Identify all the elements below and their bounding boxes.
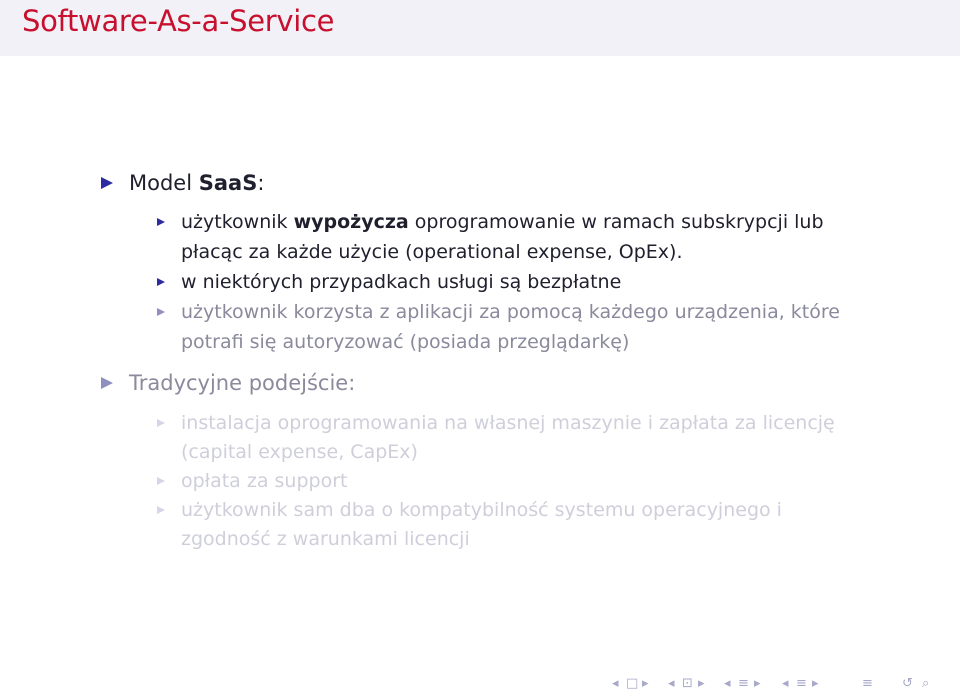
prev-frame-icon[interactable]: ◂ bbox=[612, 676, 619, 691]
list-item-saas-1-cont: płacąc za każde użycie (operational expense, OpEx). bbox=[181, 241, 683, 263]
align-icon[interactable]: ≡ bbox=[862, 676, 873, 691]
sub-bullet-arrow-icon bbox=[157, 419, 165, 427]
sub-bullet-arrow-icon bbox=[157, 477, 165, 485]
sub-bullet-arrow-icon bbox=[157, 506, 165, 514]
next-subsection-nav-icon[interactable]: ▸ bbox=[812, 676, 819, 691]
section-label-saas: Model SaaS: bbox=[129, 171, 265, 195]
list-item-saas-3-cont: potrafi się autoryzować (posiada przeglądarkę) bbox=[181, 331, 630, 353]
list-item-saas-2: w niektórych przypadkach usługi są bezpłatne bbox=[181, 271, 622, 293]
frame-icon[interactable]: □ bbox=[626, 676, 639, 691]
sub-bullet-arrow-icon bbox=[157, 278, 165, 286]
back-icon[interactable]: ↺ bbox=[902, 676, 913, 691]
section-label-traditional: Tradycyjne podejście: bbox=[129, 371, 356, 395]
next-frame-icon[interactable]: ▸ bbox=[642, 676, 649, 691]
frame-title: Software-As-a-Service bbox=[22, 4, 335, 38]
next-section-icon[interactable]: ▸ bbox=[754, 676, 761, 691]
sub-bullet-arrow-icon bbox=[157, 308, 165, 316]
list-item-traditional-3: użytkownik sam dba o kompatybilność systemu operacyjnego i bbox=[181, 499, 782, 521]
next-subsection-icon[interactable]: ▸ bbox=[698, 676, 705, 691]
sub-bullet-arrow-icon bbox=[157, 218, 165, 226]
list-item-saas-1: użytkownik wypożycza oprogramowanie w ramach subskrypcji lub bbox=[181, 211, 824, 233]
zoom-icon[interactable]: ⌕ bbox=[922, 676, 930, 691]
list-item-traditional-1: instalacja oprogramowania na własnej maszynie i zapłata za licencję bbox=[181, 412, 835, 434]
bullet-arrow-icon bbox=[101, 177, 113, 189]
bullet-arrow-icon bbox=[101, 377, 113, 389]
prev-subsection-icon[interactable]: ◂ bbox=[668, 676, 675, 691]
subsection-icon[interactable]: ⊡ bbox=[682, 676, 693, 691]
list-item-traditional-1-cont: (capital expense, CapEx) bbox=[181, 441, 418, 463]
list-item-traditional-3-cont: zgodność z warunkami licencji bbox=[181, 528, 470, 550]
section-icon[interactable]: ≡ bbox=[738, 676, 749, 691]
prev-subsection-nav-icon[interactable]: ◂ bbox=[782, 676, 789, 691]
list-item-traditional-2: opłata za support bbox=[181, 470, 348, 492]
prev-section-icon[interactable]: ◂ bbox=[724, 676, 731, 691]
list-item-saas-3: użytkownik korzysta z aplikacji za pomocą każdego urządzenia, które bbox=[181, 301, 840, 323]
subsection-nav-icon[interactable]: ≡ bbox=[796, 676, 807, 691]
navigation-symbols bbox=[612, 676, 957, 694]
